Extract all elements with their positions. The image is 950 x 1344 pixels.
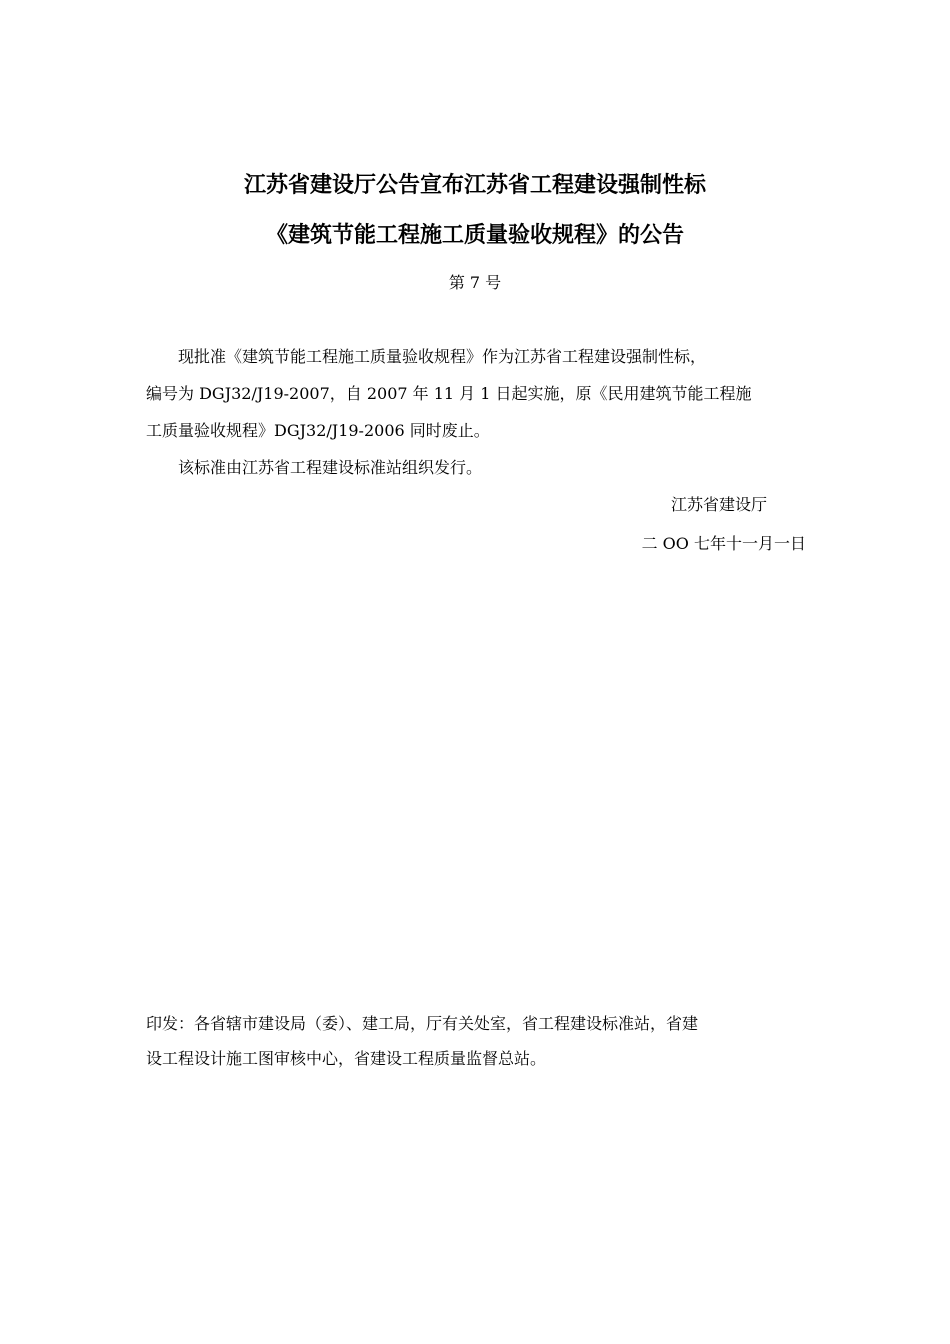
paragraph-2: 该标准由江苏省工程建设标准站组织发行。 <box>178 458 483 477</box>
document-title-line-2: 《建筑节能工程施工质量验收规程》的公告 <box>265 223 684 248</box>
distribution-line-1: 印发：各省辖市建设局（委）、建工局，厅有关处室，省工程建设标准站，省建 <box>146 1014 699 1033</box>
paragraph-1-line-1: 现批准《建筑节能工程施工质量验收规程》作为江苏省工程建设强制性标， <box>178 347 707 366</box>
issue-date: 二 OO 七年十一月一日 <box>641 534 806 553</box>
issuer-signature: 江苏省建设厅 <box>670 495 767 514</box>
document-title-line-1: 江苏省建设厅公告宣布江苏省工程建设强制性标 <box>243 173 706 198</box>
distribution-line-2: 设工程设计施工图审核中心，省建设工程质量监督总站。 <box>146 1049 547 1068</box>
paragraph-1-line-2: 编号为 DGJ32/J19-2007，自 2007 年 11 月 1 日起实施，原《民用建筑节能工程施 <box>146 384 752 403</box>
paragraph-1-line-3: 工质量验收规程》DGJ32/J19-2006 同时废止。 <box>146 421 490 440</box>
document-number: 第 7 号 <box>448 273 502 292</box>
